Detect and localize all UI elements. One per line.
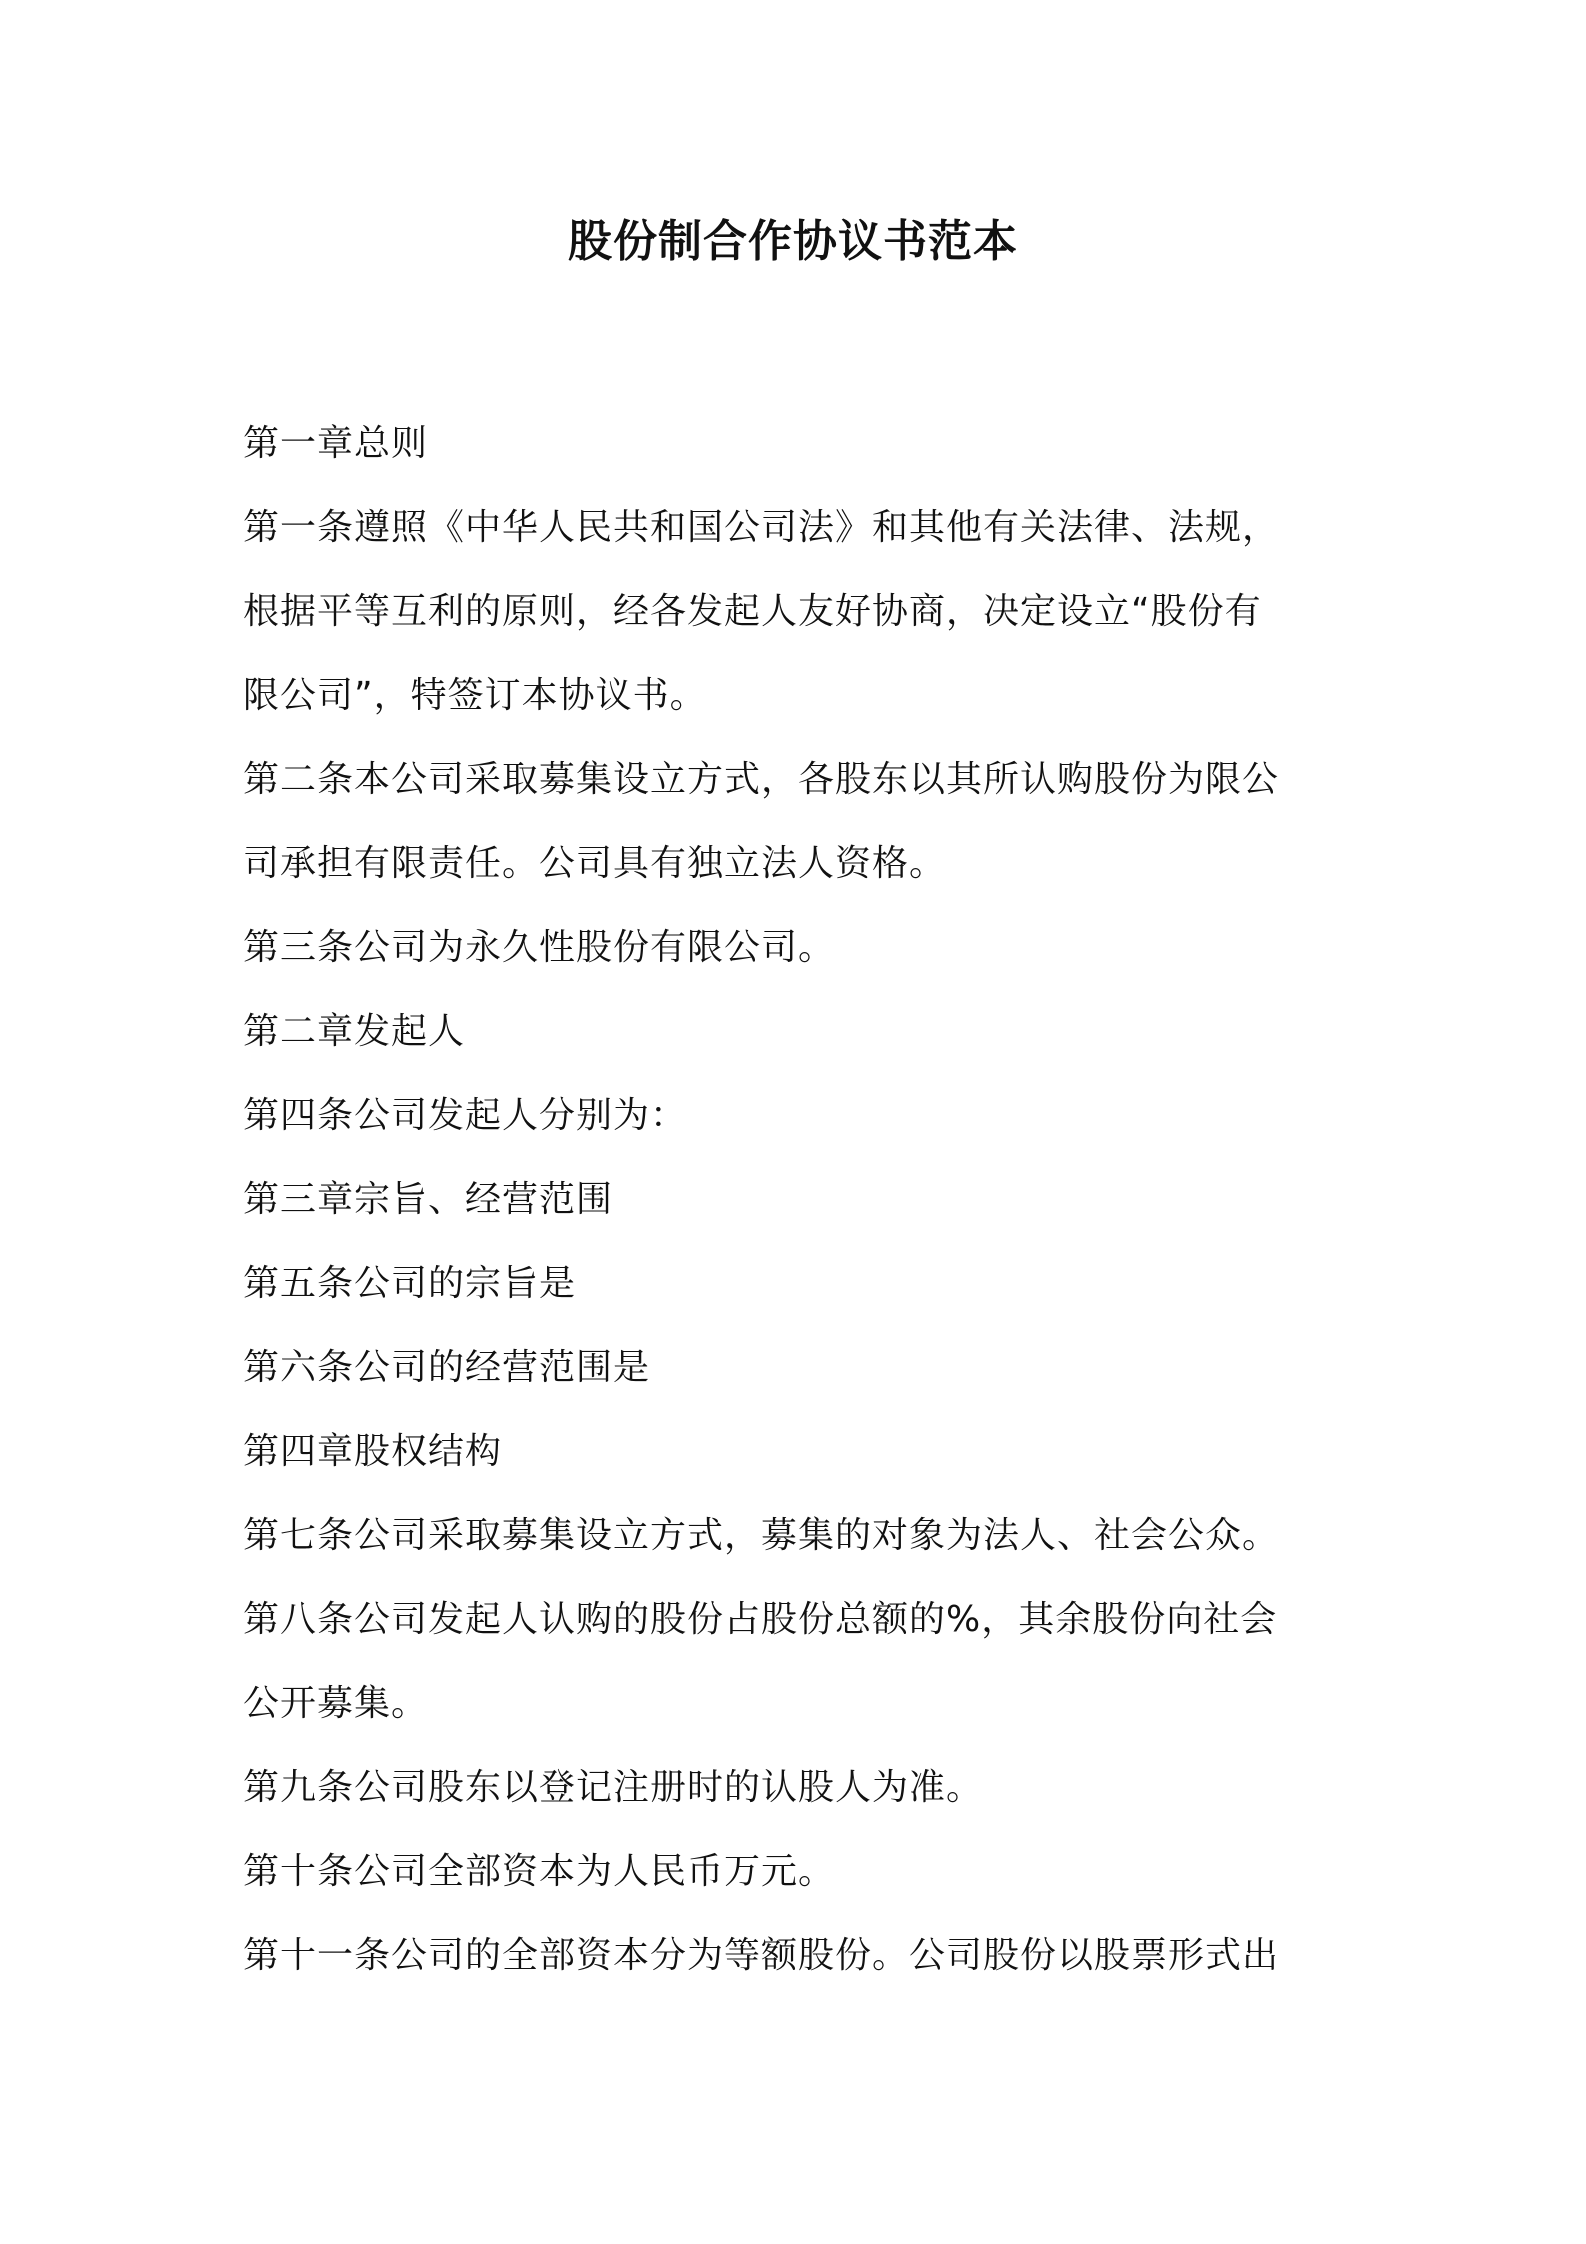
document-body [243, 402, 1363, 1998]
text-line: 根据平等互利的原则，经各发起人友好协商，决定设立“股份有 [243, 591, 1262, 632]
text-line: 第四条公司发起人分别为： [243, 1095, 688, 1136]
text-line: 第七条公司采取募集设立方式，募集的对象为法人、社会公众。 [243, 1515, 1280, 1556]
text-line: 第十条公司全部资本为人民币万元。 [243, 1851, 836, 1892]
text-line: 第十一条公司的全部资本分为等额股份。公司股份以股票形式出 [243, 1935, 1280, 1976]
text-line: 限公司”，特签订本协议书。 [243, 675, 707, 716]
text-line: 第四章股权结构 [243, 1431, 503, 1472]
text-line: 第五条公司的宗旨是 [243, 1263, 577, 1304]
text-line: 第二章发起人 [243, 1011, 466, 1052]
text-line: 第九条公司股东以登记注册时的认股人为准。 [243, 1767, 984, 1808]
text-line: 第二条本公司采取募集设立方式，各股东以其所认购股份为限公 [243, 759, 1280, 800]
text-line: 公开募集。 [243, 1683, 429, 1724]
text-line: 第一条遵照《中华人民共和国公司法》和其他有关法律、法规， [243, 507, 1280, 548]
text-line: 司承担有限责任。公司具有独立法人资格。 [243, 843, 947, 884]
text-line: 第三章宗旨、经营范围 [243, 1179, 614, 1220]
text-line: 第一章总则 [243, 423, 429, 464]
text-line: 第三条公司为永久性股份有限公司。 [243, 927, 836, 968]
document-title: 股份制合作协议书范本 [568, 216, 1018, 267]
text-line: 第八条公司发起人认购的股份占股份总额的%，其余股份向社会 [243, 1599, 1278, 1640]
text-line: 第六条公司的经营范围是 [243, 1347, 651, 1388]
